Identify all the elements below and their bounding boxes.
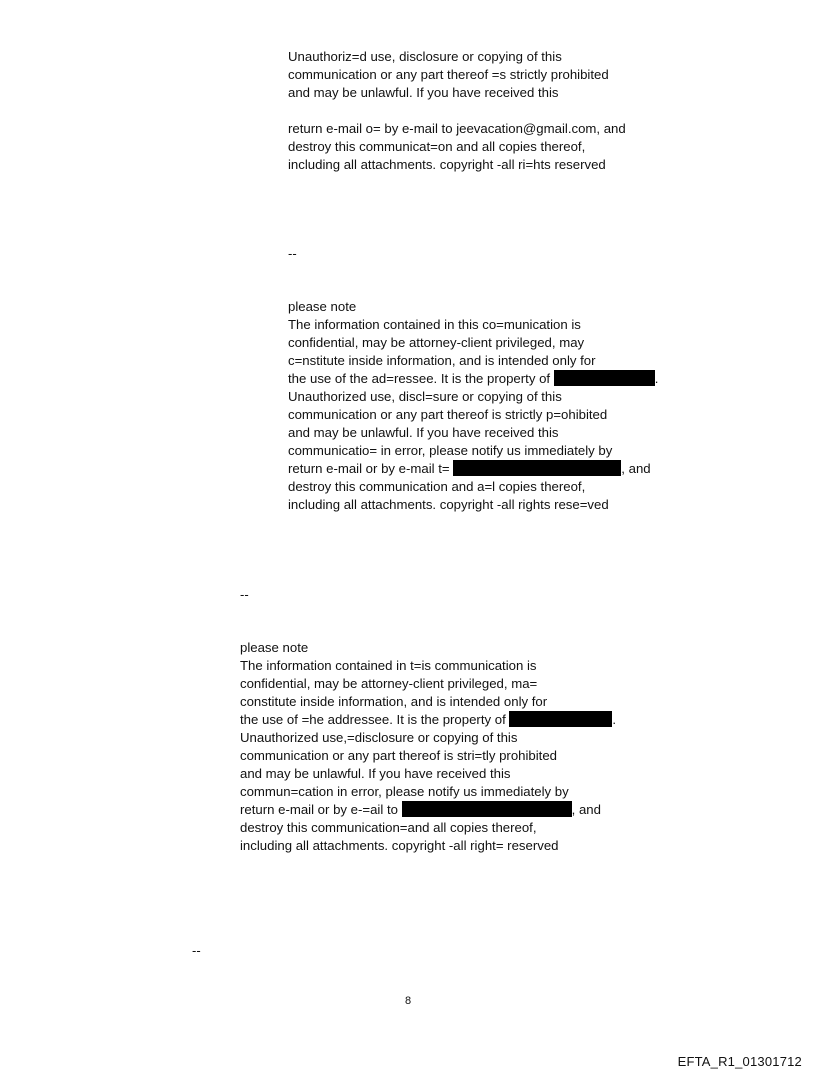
- separator-3: --: [192, 943, 201, 958]
- property-suffix: .: [612, 712, 617, 727]
- text-line: constitute inside information, and is intended only for: [240, 694, 548, 709]
- text-line: return e-mail o= by e-mail to jeevacation@gmail.com, and: [288, 121, 626, 136]
- text-line: destroy this communication=and all copies thereof,: [240, 820, 537, 835]
- text-line: destroy this communication and a=l copies thereof,: [288, 479, 586, 494]
- blank-line: [288, 102, 626, 120]
- text-line: and may be unlawful. If you have received this: [288, 85, 559, 100]
- text-line: The information contained in t=is communication is: [240, 658, 537, 673]
- text-line: commun=cation in error, please notify us immediately by: [240, 784, 569, 799]
- text-line: please note: [288, 299, 357, 314]
- separator-2: --: [240, 587, 249, 602]
- text-line: and may be unlawful. If you have received this: [288, 425, 559, 440]
- text-line: destroy this communicat=on and all copies thereof,: [288, 139, 586, 154]
- text-line: c=nstitute inside information, and is intended only for: [288, 353, 596, 368]
- page-number: 8: [404, 995, 412, 1007]
- email-line: [240, 801, 616, 819]
- disclaimer-block-1: [288, 48, 626, 174]
- text-line: The information contained in this co=munication is: [288, 317, 581, 332]
- text-line: confidential, may be attorney-client privileged, ma=: [240, 676, 538, 691]
- redaction-box: [509, 711, 612, 727]
- property-line: [288, 370, 658, 388]
- text-line: and may be unlawful. If you have received this: [240, 766, 511, 781]
- redaction-box: [402, 801, 572, 817]
- text-line: communication or any part thereof is strictly p=ohibited: [288, 407, 608, 422]
- email-prefix: return e-mail or by e-=ail to: [240, 802, 398, 817]
- text-line: including all attachments. copyright -all right= reserved: [240, 838, 559, 853]
- disclaimer-block-3: [240, 639, 616, 855]
- text-line: Unauthorized use, discl=sure or copying of this: [288, 389, 562, 404]
- text-line: Unauthorized use,=disclosure or copying of this: [240, 730, 518, 745]
- separator-1: --: [288, 246, 297, 261]
- email-suffix: , and: [621, 461, 651, 476]
- property-prefix: the use of the ad=ressee. It is the property of: [288, 371, 551, 386]
- redaction-box: [453, 460, 621, 476]
- text-line: please note: [240, 640, 309, 655]
- document-id: EFTA_R1_01301712: [677, 1054, 802, 1069]
- redaction-box: [554, 370, 655, 386]
- text-line: confidential, may be attorney-client privileged, may: [288, 335, 585, 350]
- email-suffix: , and: [571, 802, 601, 817]
- text-line: communicatio= in error, please notify us immediately by: [288, 443, 613, 458]
- property-suffix: .: [654, 371, 659, 386]
- text-line: including all attachments. copyright -all ri=hts reserved: [288, 157, 606, 172]
- text-line: communication or any part thereof =s strictly prohibited: [288, 67, 609, 82]
- email-prefix: return e-mail or by e-mail t=: [288, 461, 450, 476]
- text-line: communication or any part thereof is stri=tly prohibited: [240, 748, 558, 763]
- text-line: Unauthoriz=d use, disclosure or copying of this: [288, 49, 562, 64]
- property-line: [240, 711, 616, 729]
- text-line: including all attachments. copyright -all rights rese=ved: [288, 497, 609, 512]
- disclaimer-block-2: [288, 298, 658, 514]
- property-prefix: the use of =he addressee. It is the property of: [240, 712, 506, 727]
- email-line: [288, 460, 658, 478]
